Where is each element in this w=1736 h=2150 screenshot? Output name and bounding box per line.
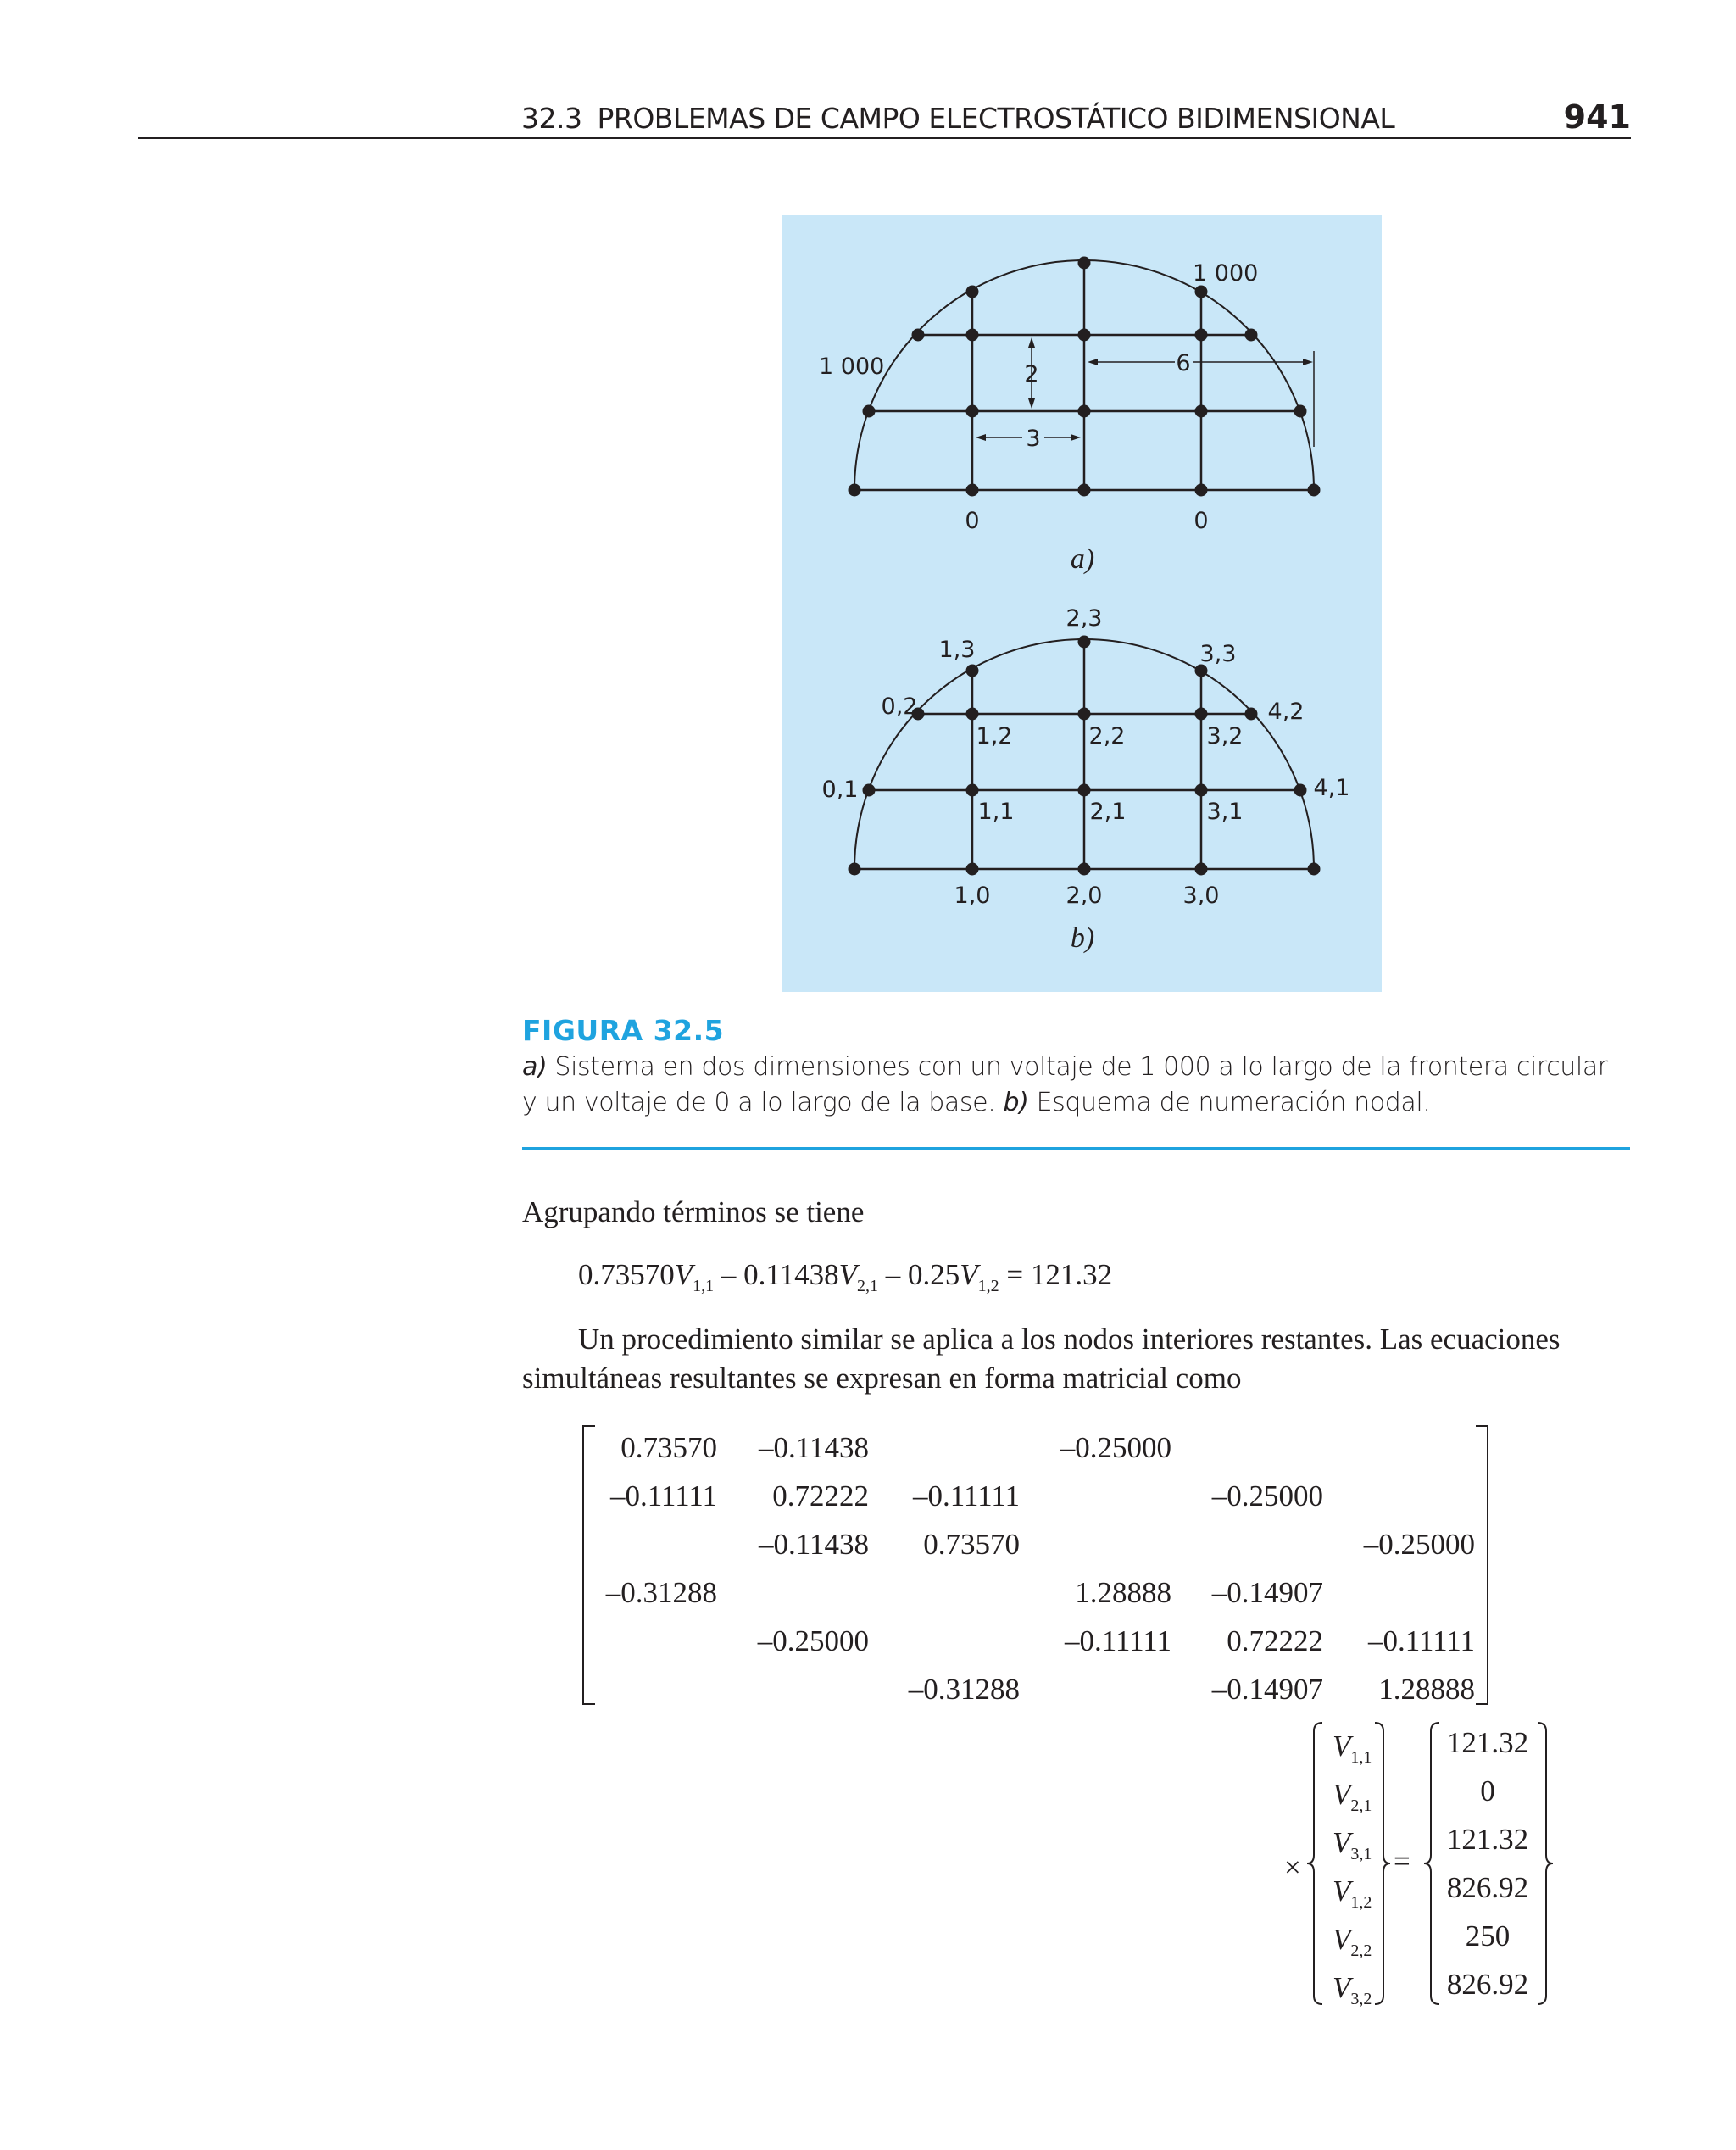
arrowhead [1088, 359, 1098, 365]
node-label: 3,1 [1206, 799, 1244, 825]
rhs-entry: 250 [1465, 1919, 1511, 1952]
matrix-cell: –0.31288 [908, 1673, 1020, 1706]
variable: $V_{1,2}$ [1333, 1874, 1372, 1912]
figure-panel [782, 215, 1382, 992]
times-symbol: × [1284, 1851, 1301, 1884]
dim-label-2: 2 [1024, 361, 1039, 387]
subscript: 1,2 [1350, 1893, 1372, 1912]
subscript: 2,2 [1350, 1941, 1372, 1960]
matrix-cell: 1.28888 [1378, 1673, 1475, 1706]
running-head [521, 102, 1394, 135]
boundary-label-top: 1 000 [1193, 260, 1259, 287]
matrix-cell: –0.11111 [912, 1479, 1020, 1512]
node-label: 1,0 [954, 883, 991, 909]
variable: $V_{3,2}$ [1333, 1971, 1372, 2008]
matrix-cell: –0.25000 [1211, 1479, 1323, 1512]
rhs-left-brace [1422, 1721, 1443, 2006]
node-label: 4,1 [1313, 775, 1350, 801]
rhs-entry: 826.92 [1446, 1968, 1529, 2001]
rhs-entry: 121.32 [1446, 1823, 1529, 1856]
matrix-cell: 0.72222 [772, 1479, 869, 1512]
rhs-entry: 0 [1480, 1774, 1495, 1807]
arrowhead [1071, 434, 1081, 441]
node-label: 3,0 [1182, 883, 1220, 909]
subscript: 2,1 [1350, 1796, 1372, 1815]
caption-text-b: Esquema de numeración nodal. [1028, 1088, 1431, 1117]
paragraph-line-1: Un procedimiento similar se aplica a los nodos interiores restantes. Las ecuaciones [578, 1323, 1561, 1356]
rhs: = 121.32 [999, 1258, 1113, 1291]
arrowhead [1303, 359, 1313, 365]
dim-label-6: 6 [1176, 350, 1191, 376]
caption-text-a: Sistema en dos dimensiones con un voltaje de 1 000 a lo largo de la frontera circular y un voltaje de 0 a lo largo de la base. [522, 1052, 1608, 1117]
unknown-entry [1333, 1778, 1372, 1816]
variable: $V_{2,2}$ [1333, 1923, 1372, 1960]
subscript: 1,1 [1350, 1748, 1372, 1767]
matrix-cell: 0.73570 [923, 1528, 1020, 1561]
caption-tag-a: a) [522, 1052, 548, 1082]
equation-1 [578, 1258, 1112, 1296]
node-label: 0,1 [821, 777, 859, 803]
unknown-entry [1333, 1826, 1372, 1864]
equals-symbol: = [1394, 1845, 1410, 1878]
matrix-cell: –0.25000 [1060, 1431, 1171, 1464]
unknown-entry [1333, 1729, 1372, 1768]
section-number: 32.3 [521, 102, 582, 135]
variable: V [838, 1258, 857, 1291]
node-label: 1,3 [938, 637, 976, 663]
unknown-entry [1333, 1923, 1372, 1961]
subscript: 3,2 [1350, 1990, 1372, 2008]
node-label: 1,1 [977, 799, 1015, 825]
caption-tag-b: b) [1003, 1088, 1029, 1117]
matrix-cell: –0.11111 [1367, 1624, 1475, 1657]
subscript: 2,1 [856, 1277, 878, 1295]
matrix-cell: –0.14907 [1211, 1673, 1323, 1706]
paragraph-line-2: simultáneas resultantes se expresan en forma matricial como [522, 1362, 1242, 1395]
section-title: PROBLEMAS DE CAMPO ELECTROSTÁTICO BIDIMENSIONAL [597, 102, 1395, 135]
node-label: 3,3 [1199, 641, 1237, 667]
coef: – 0.25 [877, 1258, 960, 1291]
node-label: 2,3 [1066, 605, 1103, 632]
matrix-cell: –0.11438 [759, 1431, 869, 1464]
figure-diagram [782, 215, 1382, 992]
matrix-cell: 1.28888 [1075, 1576, 1171, 1609]
node-label: 0,2 [881, 693, 918, 720]
matrix-cell: –0.14907 [1211, 1576, 1323, 1609]
variable: V [960, 1258, 978, 1291]
part-a-label: a) [1070, 543, 1095, 575]
matrix-cell: 0.72222 [1227, 1624, 1323, 1657]
figure-caption-title: FIGURA 32.5 [522, 1014, 725, 1047]
subscript: 1,2 [977, 1277, 999, 1295]
subscript: 1,1 [693, 1277, 715, 1295]
coef: 0.73570 [578, 1258, 675, 1291]
base-label-left: 0 [965, 508, 980, 534]
page-number: 941 [1563, 98, 1631, 136]
matrix-left-bracket [580, 1424, 598, 1706]
subscript: 3,1 [1350, 1845, 1372, 1863]
matrix-cell: –0.11438 [759, 1528, 869, 1561]
paragraph-intro: Agrupando términos se tiene [522, 1195, 865, 1228]
matrix-right-bracket [1473, 1424, 1492, 1706]
coef: – 0.11438 [714, 1258, 839, 1291]
node-label: 4,2 [1267, 699, 1305, 725]
dim-label-3: 3 [1026, 426, 1041, 452]
matrix-cell: –0.25000 [757, 1624, 869, 1657]
boundary-label-left: 1 000 [819, 354, 885, 380]
matrix-cell: –0.11111 [1064, 1624, 1171, 1657]
matrix-cell: 0.73570 [620, 1431, 717, 1464]
diagram-a [819, 257, 1321, 576]
right-brace [1372, 1721, 1392, 2006]
caption-divider [522, 1147, 1630, 1150]
matrix-cell: –0.25000 [1363, 1528, 1475, 1561]
rhs-entry: 826.92 [1446, 1871, 1529, 1904]
arrowhead [1028, 337, 1035, 348]
arrowhead [976, 434, 986, 441]
part-b-label: b) [1070, 922, 1095, 954]
matrix-cell: –0.31288 [605, 1576, 717, 1609]
left-brace [1305, 1721, 1326, 2006]
node-label: 2,1 [1089, 799, 1127, 825]
rhs-right-brace [1534, 1721, 1555, 2006]
base-label-right: 0 [1194, 508, 1209, 534]
matrix-cell: –0.11111 [609, 1479, 717, 1512]
unknown-entry [1333, 1971, 1372, 2009]
variable: $V_{2,1}$ [1333, 1778, 1372, 1815]
rhs-entry: 121.32 [1446, 1726, 1529, 1759]
figure-caption [522, 1050, 1624, 1121]
variable: $V_{1,1}$ [1333, 1729, 1372, 1767]
node-label: 1,2 [976, 723, 1013, 749]
node-label: 2,2 [1088, 723, 1126, 749]
diagram-b [822, 605, 1350, 954]
unknown-entry [1333, 1874, 1372, 1913]
variable: $V_{3,1}$ [1333, 1826, 1372, 1863]
variable: V [674, 1258, 693, 1291]
node-label: 3,2 [1206, 723, 1244, 749]
node-label: 2,0 [1066, 883, 1103, 909]
page-header [138, 95, 1631, 139]
arrowhead [1028, 398, 1035, 409]
